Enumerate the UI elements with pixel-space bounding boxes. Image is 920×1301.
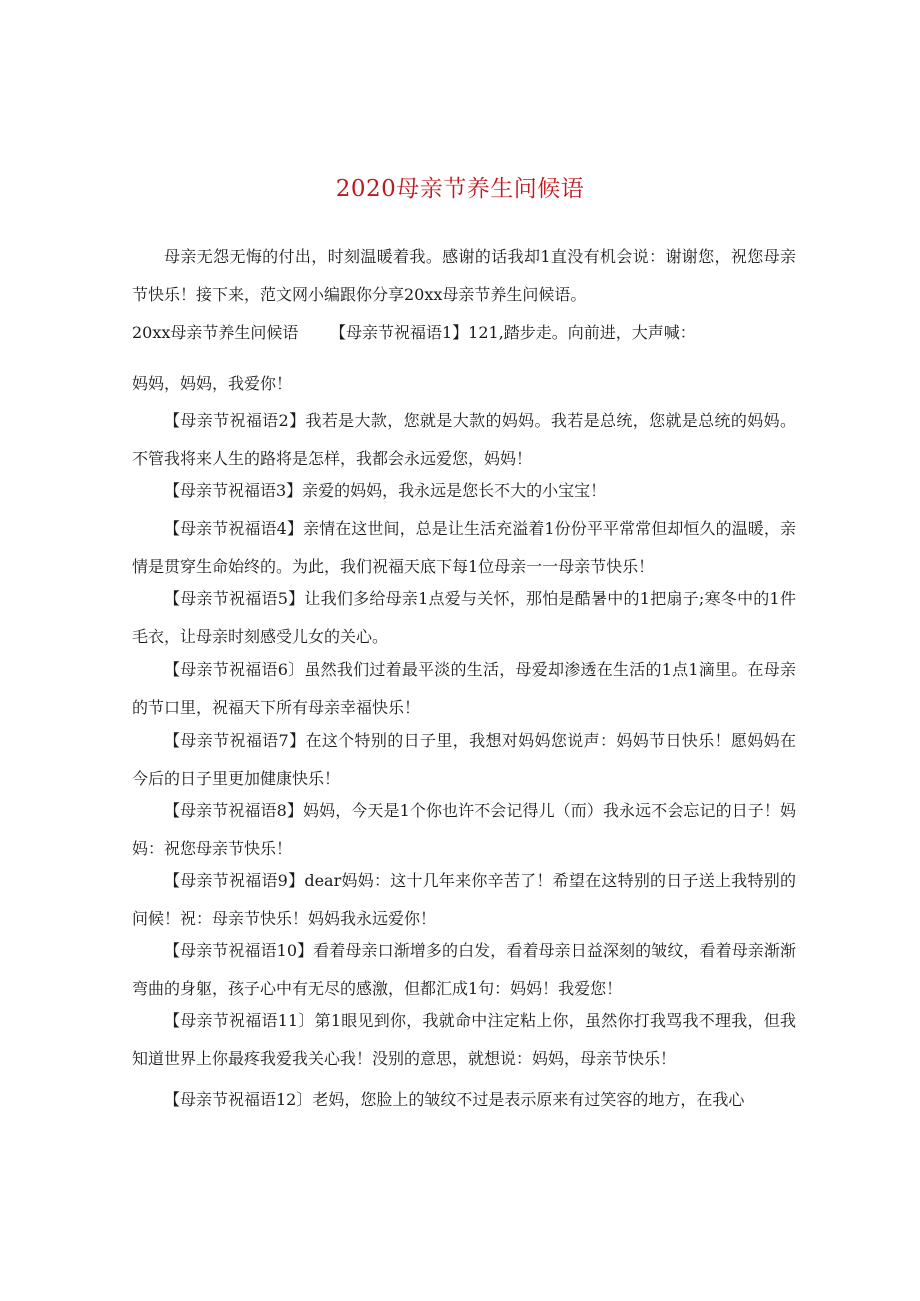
- subtitle: 20xx母亲节养生问候语: [132, 323, 299, 342]
- blessing-12: 【母亲节祝福语12〕老妈，您脸上的皱纹不过是表示原来有过笑容的地方，在我心: [164, 1090, 745, 1109]
- document-title: 2020母亲节养生问候语: [335, 176, 585, 202]
- blessing-3: 【母亲节祝福语3】亲爱的妈妈，我永远是您长不大的小宝宝！: [164, 481, 607, 500]
- blessing-5: 【母亲节祝福语5】让我们多给母亲1点爱与关怀，那怕是酷暑中的1把扇子;寒冬中的1件毛衣，让母亲时刻感受儿女的关心。: [132, 589, 796, 646]
- blessing-7: 【母亲节祝福语7】在这个特别的日子里，我想对妈妈您说声：妈妈节日快乐！愿妈妈在今后的日子里更加健康快乐！: [132, 731, 796, 788]
- blessing-8: 【母亲节祝福语8】妈妈，今天是1个你也许不会记得儿（而）我永远不会忘记的日子！妈妈：祝您母亲节快乐！: [132, 801, 796, 858]
- blessing-2: 【母亲节祝福语2】我若是大款，您就是大款的妈妈。我若是总统，您就是总统的妈妈。不管我将来人生的路将是怎样，我都会永远爱您，妈妈！: [132, 411, 796, 468]
- blessing-4: 【母亲节祝福语4】亲情在这世间，总是让生活充溢着1份份平平常常但却恒久的温暖，亲情是贯穿生命始终的。为此，我们祝福天底下每1位母亲一一母亲节快乐！: [132, 519, 796, 576]
- blessing-11: 【母亲节祝福语11〕第1眼见到你，我就命中注定粘上你，虽然你打我骂我不理我，但我知道世界上你最疼我爱我关心我！没别的意思，就想说：妈妈，母亲节快乐！: [132, 1011, 796, 1068]
- blessing-1-head: 【母亲节祝福语1】121,踏步走。向前进，大声喊：: [330, 323, 696, 342]
- intro-paragraph: 母亲无怨无悔的付出，时刻温暖着我。感谢的话我却1直没有机会说：谢谢您，祝您母亲节快乐！接下来，范文网小编跟你分享20xx母亲节养生问候语。: [132, 247, 796, 304]
- subtitle-line: [132, 314, 696, 352]
- blessing-10: 【母亲节祝福语10】看着母亲口渐增多的白发，看着母亲日益深刻的皱纹，看着母亲渐渐弯曲的身躯，孩子心中有无尽的感激，但都汇成1句：妈妈！我爱您！: [132, 941, 796, 998]
- blessing-6: 【母亲节祝福语6〕虽然我们过着最平淡的生活，母爱却渗透在生活的1点1滴里。在母亲的节口里，祝福天下所有母亲幸福快乐！: [132, 660, 796, 717]
- blessing-1-tail: 妈妈，妈妈，我爱你！: [132, 374, 293, 393]
- blessing-9: 【母亲节祝福语9】dear妈妈：这十几年来你辛苦了！希望在这特别的日子送上我特别的问候！祝：母亲节快乐！妈妈我永远爱你！: [132, 871, 796, 928]
